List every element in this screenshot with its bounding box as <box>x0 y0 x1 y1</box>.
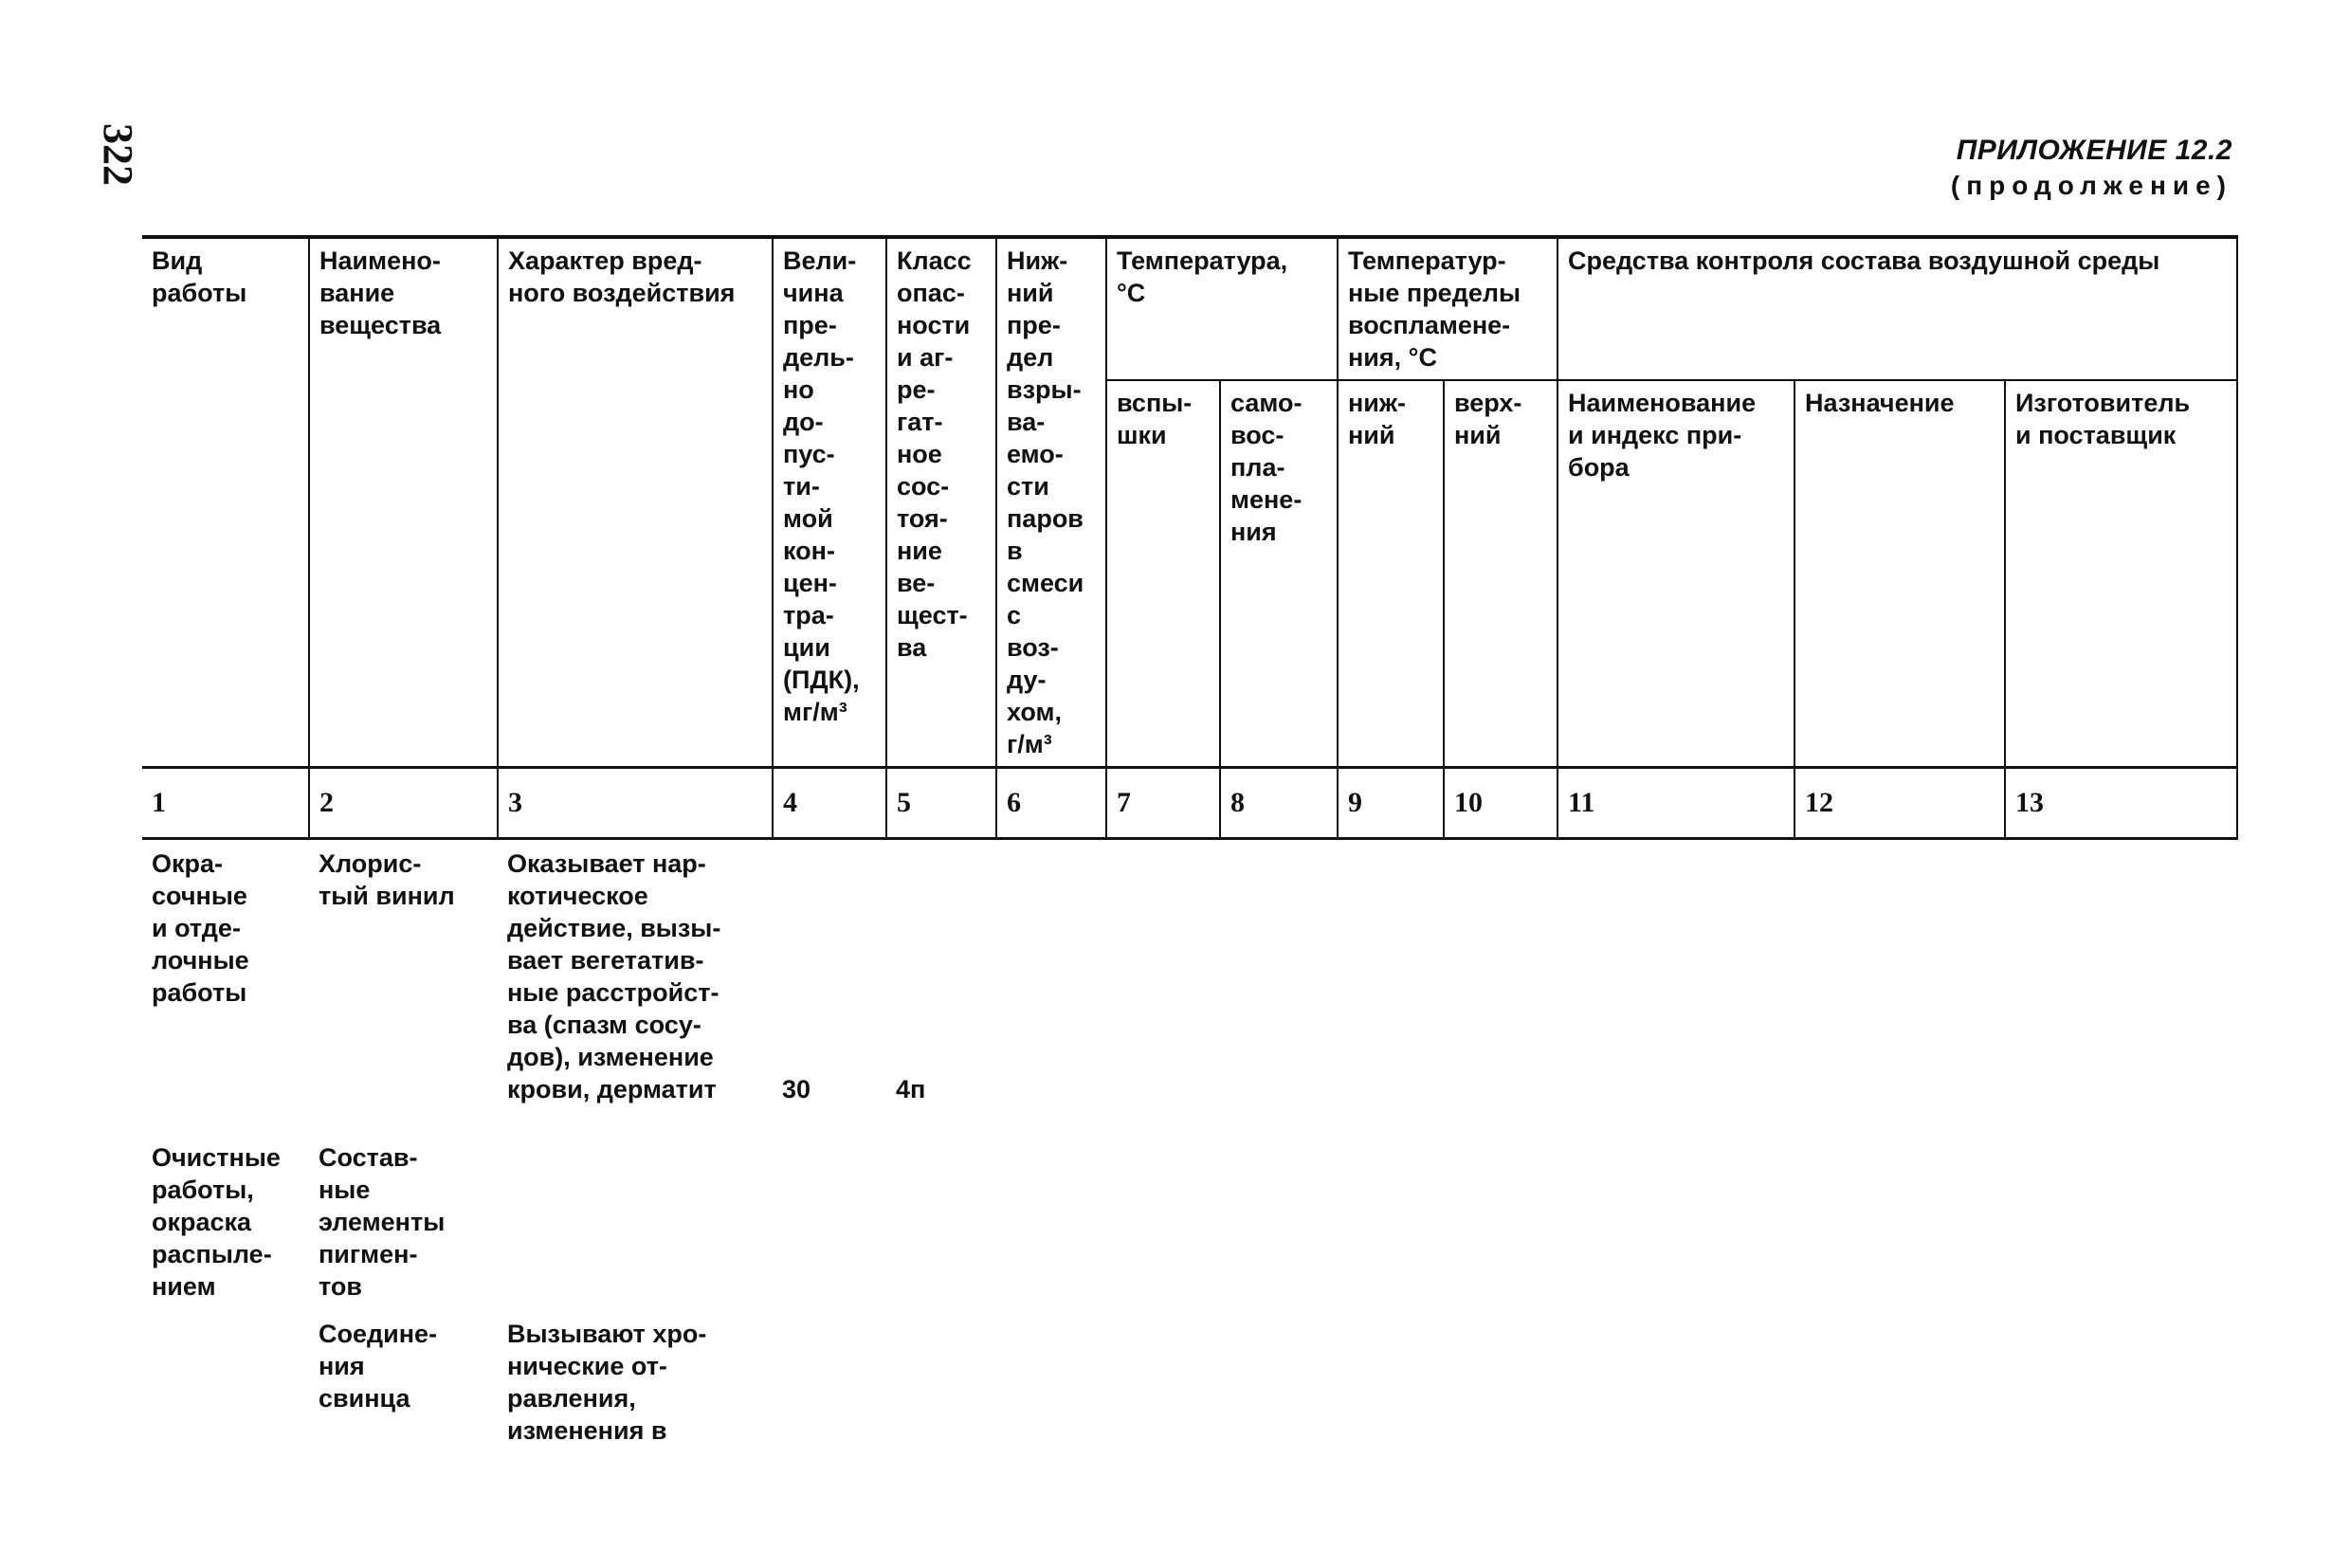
column-number: 8 <box>1220 768 1338 839</box>
substance-cell: Состав- ные элементы пигмен- тов <box>319 1143 446 1301</box>
table-row <box>142 1113 2237 1310</box>
header-temperature-group: Температура, °С <box>1106 237 1338 380</box>
table-row <box>142 839 2237 1114</box>
substance-cell: Соедине- ния свинца <box>319 1320 438 1413</box>
column-number: 10 <box>1444 768 1558 839</box>
effect-cell <box>498 1113 773 1310</box>
appendix-subtitle: (продолжение) <box>1950 171 2232 200</box>
header-flash-point: вспы- шки <box>1106 380 1220 768</box>
pdk-cell: 30 <box>782 1075 811 1103</box>
work-type-cell: Очистные работы, окраска распыле- нием <box>152 1143 281 1301</box>
table-row <box>142 1310 2237 1454</box>
hazard-class-cell: 4п <box>896 1075 926 1103</box>
header-air-control-group: Средства контроля состава воздушной среды <box>1558 237 2237 380</box>
appendix-title: ПРИЛОЖЕНИЕ 12.2 <box>1956 135 2232 166</box>
appendix-heading <box>1951 135 2232 201</box>
header-effect: Характер вред- ного воздействия <box>498 237 773 768</box>
header-hazard-class: Класс опас- ности и аг- ре- гат- ное сос- тоя- ние ве- щест- ва <box>886 237 996 768</box>
pdk-cell <box>773 1310 886 1454</box>
work-type-cell: Окра- сочные и отде- лочные работы <box>152 849 249 1007</box>
column-number: 12 <box>1794 768 2005 839</box>
column-number: 5 <box>886 768 996 839</box>
substance-cell: Хлорис- тый винил <box>319 849 455 910</box>
header-lower-limit: ниж- ний <box>1338 380 1444 768</box>
header-manufacturer: Изготовитель и поставщик <box>2005 380 2237 768</box>
column-number: 11 <box>1558 768 1794 839</box>
page-number: 322 <box>95 123 141 186</box>
header-autoignition: само- вос- пла- мене- ния <box>1220 380 1338 768</box>
effect-cell: Оказывает нар- котическое действие, вызы- вает вегетатив- ные расстройст- ва (спазм сосу- дов), изменение крови, дерматит <box>507 849 721 1103</box>
header-upper-limit: верх- ний <box>1444 380 1558 768</box>
work-type-cell <box>142 1310 309 1454</box>
column-number: 6 <box>996 768 1106 839</box>
hazard-class-cell <box>886 1113 996 1310</box>
header-explosion-limit: Ниж- ний пре- дел взры- ва- емо- сти паров в смеси с воз- ду- хом, г/м³ <box>996 237 1106 768</box>
header-substance: Наимено- вание вещества <box>309 237 498 768</box>
column-number: 1 <box>142 768 309 839</box>
effect-cell: Вызывают хро- нические от- равления, изменения в <box>507 1320 707 1445</box>
hazard-class-cell <box>886 1310 996 1454</box>
header-work-type: Вид работы <box>142 237 309 768</box>
header-purpose: Назначение <box>1794 380 2005 768</box>
substances-table <box>142 235 2238 1454</box>
column-number: 13 <box>2005 768 2237 839</box>
header-pdk: Вели- чина пре- дель- но до- пус- ти- мой кон- цен- тра- ции (ПДК), мг/м³ <box>773 237 886 768</box>
column-number: 7 <box>1106 768 1220 839</box>
column-number: 3 <box>498 768 773 839</box>
column-number: 4 <box>773 768 886 839</box>
column-numbers-row <box>142 768 2237 839</box>
column-number: 2 <box>309 768 498 839</box>
header-ignition-limits-group: Температур- ные пределы воспламене- ния, °С <box>1338 237 1558 380</box>
pdk-cell <box>773 1113 886 1310</box>
column-number: 9 <box>1338 768 1444 839</box>
header-device-name: Наименование и индекс при- бора <box>1558 380 1794 768</box>
